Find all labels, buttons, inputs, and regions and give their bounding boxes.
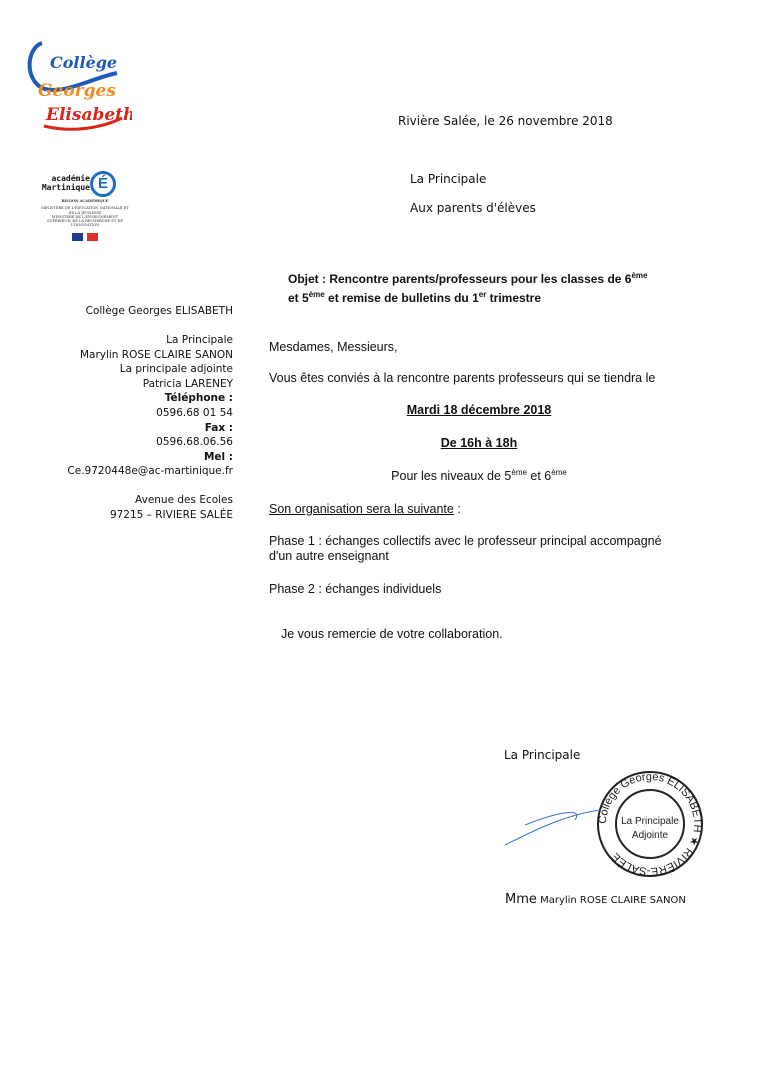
recipient: Aux parents d'élèves [410,201,536,215]
academy-e-icon: É [90,171,116,197]
academy-name: académie [51,174,90,183]
svg-text:Collège: Collège [50,53,118,72]
college-logo [22,38,132,133]
subject: Objet : Rencontre parents/professeurs pour les classes de 6ème et 5ème et remise de bulletins du 1er trimestre [288,271,648,305]
signature-title: La Principale [504,748,581,762]
phase-1: Phase 1 : échanges collectifs avec le professeur principal accompagné d'un autre enseignant [269,534,662,563]
phase-2: Phase 2 : échanges individuels [269,582,442,596]
marianne-flag-icon [72,233,98,241]
meeting-time: De 16h à 18h [440,436,518,450]
intro: Vous êtes conviés à la rencontre parents professeurs qui se tiendra le [269,371,656,385]
place-date: Rivière Salée, le 26 novembre 2018 [398,114,613,128]
handwritten-signature [505,790,605,850]
svg-text:Elisabeth: Elisabeth [46,105,132,125]
svg-text:Adjointe: Adjointe [631,830,669,841]
email-link: Ce.9720448e@ac-martinique.fr [67,465,233,478]
ministry-2: MINISTÈRE DE L'ENSEIGNEMENT SUPÉRIEUR, DE LA RECHERCHE ET DE L'INNOVATION [47,214,123,228]
school-name: Collège Georges ELISABETH [85,305,233,317]
svg-text:Collège Georges ELISABETH ★ RI: Collège Georges ELISABETH ★ RIVIÈRE-SALÉE [596,770,704,878]
greeting: Mesdames, Messieurs, [269,340,398,354]
svg-text:La Principale: La Principale [621,816,679,827]
region-label: RÉGION ACADÉMIQUE [61,199,109,203]
signatory: Mme Marylin ROSE CLAIRE SANON [505,892,686,907]
sender: La Principale [410,172,487,186]
closing: Je vous remercie de votre collaboration. [281,627,503,641]
academy-logo [40,165,130,241]
organisation-heading: Son organisation sera la suivante : [269,502,461,516]
contact-block: La Principale Marylin ROSE CLAIRE SANON La principale adjointe Patricia LARENEY Téléphone : 0596.68 01 54 Fax : 0596.68.06.56 Mel : Ce.9720448e@ac-martinique.fr Avenue des Ecoles 97215 – RIVIERE SALÉE [67,334,233,521]
academy-region: Martinique [41,183,90,192]
levels: Pour les niveaux de 5ème et 6ème [391,468,567,484]
ministry-1: MINISTÈRE DE L'ÉDUCATION NATIONALE ET DE LA JEUNESSE [41,206,129,215]
meeting-date: Mardi 18 décembre 2018 [406,403,552,417]
official-stamp [590,764,710,884]
svg-text:Georges: Georges [38,81,116,101]
